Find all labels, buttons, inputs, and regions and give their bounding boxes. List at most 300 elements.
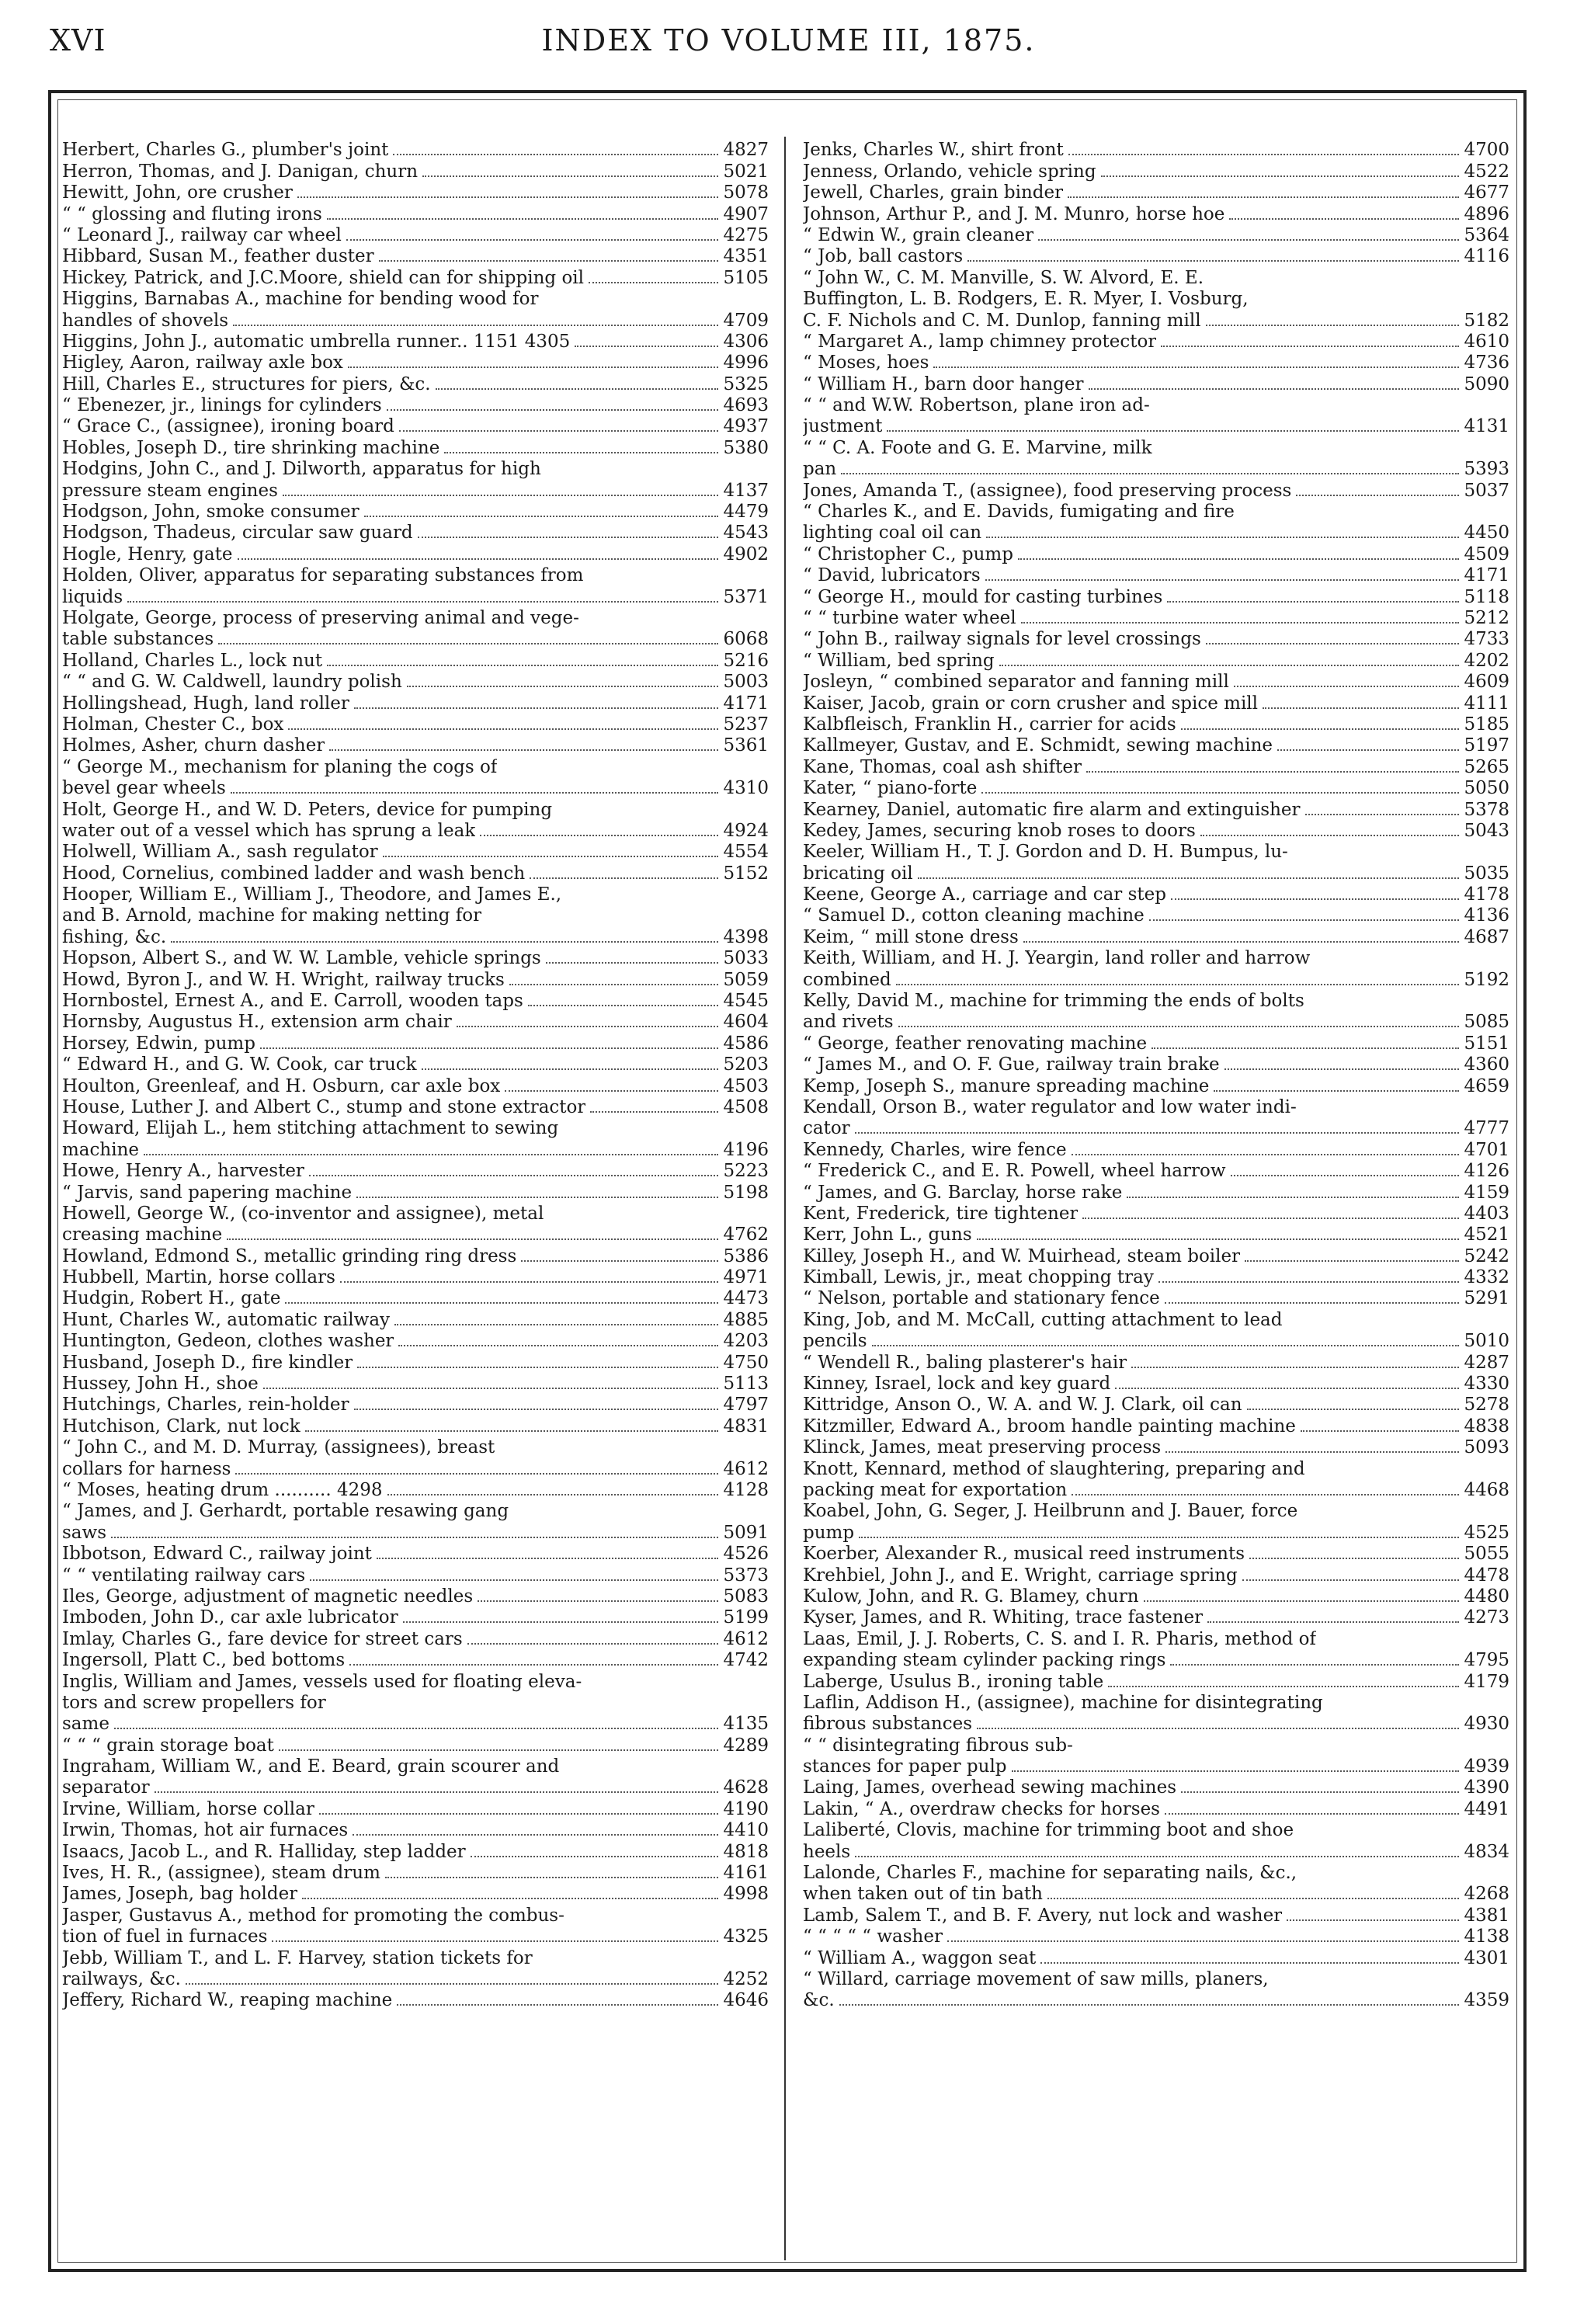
leader-dots: [353, 1833, 718, 1836]
index-entry: [62, 1480, 769, 1501]
leader-dots: [1038, 238, 1459, 241]
index-entry: [62, 991, 769, 1012]
entry-number: 4902: [723, 544, 769, 564]
entry-number: 4609: [1464, 672, 1509, 693]
entry-text: Johnson, Arthur P., and J. M. Munro, horse hoe: [803, 203, 1225, 224]
entry-text: “ Margaret A., lamp chimney protector: [803, 331, 1157, 352]
entry-text: &c.: [803, 1990, 835, 2011]
entry-number: 5090: [1464, 373, 1509, 394]
index-entry: [803, 1225, 1509, 1245]
entry-number: 4522: [1464, 161, 1509, 182]
entry-text: Holden, Oliver, apparatus for separating substances from: [62, 565, 584, 586]
index-entry: [62, 1565, 769, 1586]
entry-number: 4797: [723, 1395, 769, 1416]
entry-number: 5050: [1464, 778, 1509, 799]
entry-number: 5380: [723, 437, 769, 458]
index-entry: [803, 1756, 1509, 1777]
leader-dots: [260, 1047, 719, 1049]
entry-text: “ Samuel D., cotton cleaning machine: [803, 905, 1145, 926]
entry-number: 5216: [723, 650, 769, 671]
leader-dots: [349, 1663, 718, 1666]
entry-text: “ “ “ “ “ washer: [803, 1926, 943, 1947]
entry-number: 4831: [723, 1416, 769, 1436]
index-entry: [62, 1628, 769, 1649]
entry-number: 4287: [1464, 1352, 1509, 1373]
leader-dots: [309, 1174, 719, 1176]
leader-dots: [235, 1472, 718, 1475]
entry-number: 5113: [723, 1374, 769, 1395]
entry-text: Jewell, Charles, grain binder: [803, 182, 1064, 203]
entry-text: Hutchison, Clark, nut lock: [62, 1416, 300, 1436]
entry-text: Laberge, Usulus B., ironing table: [803, 1671, 1104, 1692]
leader-dots: [155, 1791, 719, 1793]
entry-number: 4190: [723, 1798, 769, 1819]
index-entry: [803, 842, 1509, 863]
leader-dots: [981, 791, 1459, 794]
leader-dots: [1047, 1897, 1459, 1899]
entry-number: 4131: [1464, 416, 1509, 437]
index-entry: [62, 799, 769, 820]
leader-dots: [377, 1557, 719, 1559]
leader-dots: [394, 1323, 718, 1325]
index-entry: [62, 1501, 769, 1522]
entry-text: cator: [803, 1118, 850, 1139]
entry-text: Ingraham, William W., and E. Beard, grain scourer and: [62, 1756, 560, 1777]
index-entry: [62, 1161, 769, 1182]
leader-dots: [855, 1855, 1459, 1857]
entry-text: Keene, George A., carriage and car step: [803, 884, 1166, 905]
entry-number: 4508: [723, 1096, 769, 1117]
entry-number: 4937: [723, 416, 769, 437]
entry-number: 5091: [723, 1522, 769, 1543]
index-entry: [803, 353, 1509, 373]
entry-text: same: [62, 1714, 109, 1735]
entry-number: 5078: [723, 182, 769, 203]
index-entry: [803, 799, 1509, 820]
index-column-right: [803, 140, 1509, 2011]
entry-number: 5371: [723, 586, 769, 607]
entry-number: 5265: [1464, 756, 1509, 777]
entry-number: 4612: [723, 1628, 769, 1649]
leader-dots: [887, 429, 1459, 432]
entry-text: justment: [803, 416, 883, 437]
index-entry: [803, 1161, 1509, 1182]
leader-dots: [1127, 1196, 1459, 1198]
entry-text: “ David, lubricators: [803, 565, 981, 586]
index-entry: [803, 1714, 1509, 1735]
index-entry: [803, 1054, 1509, 1075]
leader-dots: [329, 749, 718, 751]
entry-text: Laing, James, overhead sewing machines: [803, 1777, 1177, 1798]
index-entry: [803, 523, 1509, 544]
entry-text: Hogle, Henry, gate: [62, 544, 233, 564]
entry-text: Klinck, James, meat preserving process: [803, 1437, 1162, 1458]
index-entry: [803, 1777, 1509, 1798]
leader-dots: [1200, 834, 1460, 836]
entry-text: “ George M., mechanism for planing the cogs of: [62, 756, 498, 777]
index-entry: [803, 1628, 1509, 1649]
entry-number: 4659: [1464, 1075, 1509, 1096]
page-number: XVI: [50, 23, 106, 57]
entry-number: 4628: [723, 1777, 769, 1798]
index-entry: [803, 416, 1509, 437]
leader-dots: [1277, 749, 1459, 751]
entry-number: 4403: [1464, 1203, 1509, 1224]
entry-text: Jebb, William T., and L. F. Harvey, station tickets for: [62, 1947, 533, 1968]
index-entry: [803, 735, 1509, 756]
index-entry: [62, 1182, 769, 1203]
entry-number: 5378: [1464, 799, 1509, 820]
index-entry: [62, 1841, 769, 1862]
index-entry: [62, 1288, 769, 1309]
leader-dots: [1068, 196, 1459, 198]
leader-dots: [1234, 685, 1460, 687]
entry-number: 4450: [1464, 523, 1509, 544]
entry-text: Jenks, Charles W., shirt front: [803, 140, 1064, 161]
leader-dots: [1165, 1301, 1460, 1304]
entry-text: Hunt, Charles W., automatic railway: [62, 1309, 391, 1330]
index-entry: [803, 608, 1509, 629]
entry-number: 5093: [1464, 1437, 1509, 1458]
entry-text: Hewitt, John, ore crusher: [62, 182, 293, 203]
index-entry: [803, 1884, 1509, 1905]
entry-text: Hobles, Joseph D., tire shrinking machine: [62, 437, 440, 458]
leader-dots: [354, 707, 719, 709]
index-entry: [62, 1075, 769, 1096]
index-entry: [62, 416, 769, 437]
index-entry: [803, 1267, 1509, 1288]
index-entry: [62, 969, 769, 990]
index-entry: [62, 821, 769, 842]
entry-number: 5197: [1464, 735, 1509, 756]
leader-dots: [114, 1727, 719, 1729]
index-entry: [803, 586, 1509, 607]
entry-number: 4275: [723, 224, 769, 245]
entry-number: 6068: [723, 629, 769, 650]
index-entry: [803, 863, 1509, 884]
index-entry: [62, 1458, 769, 1479]
index-entry: [803, 1607, 1509, 1628]
index-entry: [803, 1139, 1509, 1160]
entry-number: 4687: [1464, 926, 1509, 947]
leader-dots: [436, 387, 719, 390]
entry-number: 4924: [723, 820, 769, 841]
entry-number: 4381: [1464, 1905, 1509, 1926]
entry-number: 5033: [723, 948, 769, 969]
entry-text: pressure steam engines: [62, 480, 278, 501]
leader-dots: [1086, 770, 1459, 773]
entry-text: Ingersoll, Platt C., bed bottoms: [62, 1650, 346, 1671]
entry-text: “ Grace C., (assignee), ironing board: [62, 416, 394, 437]
entry-text: “ “ and G. W. Caldwell, laundry polish: [62, 672, 402, 693]
entry-text: Howard, Elijah L., hem stitching attachment to sewing: [62, 1118, 559, 1139]
entry-number: 5223: [723, 1161, 769, 1182]
entry-number: 4390: [1464, 1777, 1509, 1798]
index-entry: [803, 502, 1509, 523]
leader-dots: [839, 2003, 1460, 2006]
index-entry: [62, 1416, 769, 1436]
leader-dots: [1287, 1919, 1459, 1921]
entry-number: 4610: [1464, 331, 1509, 352]
entry-number: 4543: [723, 523, 769, 544]
leader-dots: [546, 961, 719, 964]
entry-number: 4998: [723, 1884, 769, 1905]
entry-number: 4838: [1464, 1416, 1509, 1436]
entry-text: Irvine, William, horse collar: [62, 1798, 314, 1819]
index-entry: [62, 1544, 769, 1565]
entry-text: Irwin, Thomas, hot air furnaces: [62, 1820, 349, 1841]
entry-number: 4750: [723, 1352, 769, 1373]
index-entry: [62, 289, 769, 310]
entry-text: Hollingshead, Hugh, land roller: [62, 693, 349, 714]
entry-text: Kittridge, Anson O., W. A. and W. J. Clark, oil can: [803, 1395, 1242, 1416]
entry-text: Keith, William, and H. J. Yeargin, land roller and harrow: [803, 948, 1311, 969]
entry-text: Jeffery, Richard W., reaping machine: [62, 1990, 393, 2011]
entry-number: 5021: [723, 161, 769, 182]
entry-number: 5083: [723, 1586, 769, 1607]
leader-dots: [855, 1131, 1460, 1134]
entry-number: 5373: [723, 1565, 769, 1586]
entry-number: 4268: [1464, 1884, 1509, 1905]
entry-number: 4521: [1464, 1225, 1509, 1245]
entry-number: 5010: [1464, 1331, 1509, 1352]
leader-dots: [327, 217, 719, 220]
index-entry: [803, 1288, 1509, 1309]
leader-dots: [305, 1429, 719, 1432]
entry-text: Jones, Amanda T., (assignee), food preserving process: [803, 480, 1292, 501]
entry-text: Holgate, George, process of preserving animal and vege-: [62, 607, 579, 628]
entry-text: Josleyn, “ combined separator and fanning mill: [803, 672, 1229, 693]
leader-dots: [1072, 1153, 1460, 1155]
entry-number: 4159: [1464, 1182, 1509, 1203]
entry-number: 4301: [1464, 1947, 1509, 1968]
index-entry: [803, 332, 1509, 353]
leader-dots: [859, 1536, 1459, 1538]
leader-dots: [272, 1940, 718, 1942]
index-entry: [803, 1841, 1509, 1862]
leader-dots: [478, 1600, 718, 1602]
leader-dots: [1207, 1621, 1459, 1623]
index-entry: [803, 437, 1509, 458]
index-entry: [803, 1522, 1509, 1543]
index-entry: [803, 778, 1509, 799]
leader-dots: [297, 196, 719, 198]
entry-text: “ Jarvis, sand papering machine: [62, 1182, 353, 1203]
entry-number: 4612: [723, 1458, 769, 1479]
entry-number: 4306: [723, 331, 769, 352]
entry-number: 5325: [723, 373, 769, 394]
entry-text: Horsey, Edwin, pump: [62, 1033, 255, 1054]
entry-text: King, Job, and M. McCall, cutting attachment to lead: [803, 1309, 1283, 1330]
entry-number: 4996: [723, 353, 769, 373]
index-entry: [62, 1309, 769, 1330]
leader-dots: [457, 1025, 719, 1027]
entry-number: 4709: [723, 310, 769, 331]
entry-number: 5192: [1464, 969, 1509, 990]
entry-number: 4171: [1464, 565, 1509, 586]
index-entry: [62, 1820, 769, 1841]
entry-text: separator: [62, 1777, 150, 1798]
entry-number: 4196: [723, 1139, 769, 1160]
entry-text: Holman, Chester C., box: [62, 714, 284, 735]
entry-text: tors and screw propellers for: [62, 1692, 326, 1713]
leader-dots: [186, 1982, 719, 1985]
index-entry: [803, 225, 1509, 246]
entry-text: Kerr, John L., guns: [803, 1225, 972, 1245]
entry-text: “ “ turbine water wheel: [803, 607, 1016, 628]
leader-dots: [403, 1621, 719, 1623]
index-entry: [62, 905, 769, 926]
entry-number: 4896: [1464, 203, 1509, 224]
index-entry: [62, 1331, 769, 1352]
entry-text: “ “ and W.W. Robertson, plane iron ad-: [803, 395, 1150, 416]
entry-text: Holt, George H., and W. D. Peters, device for pumping: [62, 799, 553, 820]
index-entry: [62, 926, 769, 947]
entry-text: “ Charles K., and E. Davids, fumigating and fire: [803, 502, 1235, 523]
leader-dots: [1068, 153, 1460, 155]
entry-text: water out of a vessel which has sprung a leak: [62, 820, 476, 841]
leader-dots: [319, 1812, 719, 1815]
index-entry: [803, 1565, 1509, 1586]
index-entry: [62, 1693, 769, 1714]
index-entry: [62, 608, 769, 629]
entry-number: 4171: [723, 693, 769, 714]
index-entry: [803, 629, 1509, 650]
entry-text: liquids: [62, 586, 123, 607]
entry-number: 4116: [1464, 246, 1509, 267]
entry-text: stances for paper pulp: [803, 1756, 1007, 1777]
entry-text: Koabel, John, G. Seger, J. Heilbrunn and J. Bauer, force: [803, 1501, 1298, 1522]
entry-text: Husband, Joseph D., fire kindler: [62, 1352, 353, 1373]
entry-text: Herron, Thomas, and J. Danigan, churn: [62, 161, 419, 182]
leader-dots: [1301, 1429, 1460, 1432]
entry-number: 5291: [1464, 1288, 1509, 1309]
entry-number: 4554: [723, 842, 769, 863]
leader-dots: [1040, 1961, 1459, 1964]
entry-text: creasing machine: [62, 1225, 223, 1245]
entry-text: Kulow, John, and R. G. Blamey, churn: [803, 1586, 1139, 1607]
leader-dots: [590, 1110, 718, 1113]
entry-text: Kent, Frederick, tire tightener: [803, 1203, 1079, 1224]
index-entry: [803, 1118, 1509, 1139]
index-entry: [62, 1863, 769, 1884]
entry-number: 4733: [1464, 629, 1509, 650]
entry-text: and B. Arnold, machine for making netting for: [62, 905, 482, 926]
index-entry: [803, 693, 1509, 714]
entry-text: “ John W., C. M. Manville, S. W. Alvord, E. E.: [803, 267, 1204, 288]
entry-text: “ Ebenezer, jr., linings for cylinders: [62, 395, 382, 416]
leader-dots: [1214, 1089, 1459, 1092]
index-entry: [803, 161, 1509, 182]
index-entry: [62, 650, 769, 671]
entry-text: machine: [62, 1139, 139, 1160]
leader-dots: [1149, 919, 1460, 921]
entry-number: 5151: [1464, 1033, 1509, 1054]
leader-dots: [1072, 1493, 1459, 1495]
leader-dots: [471, 1855, 719, 1857]
entry-text: “ George H., mould for casting turbines: [803, 586, 1163, 607]
index-entry: [803, 1671, 1509, 1692]
entry-text: Hodgson, Thadeus, circular saw guard: [62, 523, 413, 544]
entry-text: House, Luther J. and Albert C., stump and stone extractor: [62, 1096, 586, 1117]
entry-text: “ Willard, carriage movement of saw mills, planers,: [803, 1968, 1269, 1989]
leader-dots: [1247, 1408, 1460, 1410]
entry-text: Hutchings, Charles, rein-holder: [62, 1395, 349, 1416]
index-entry: [62, 1926, 769, 1947]
entry-text: “ James M., and O. F. Gue, railway train brake: [803, 1054, 1220, 1075]
index-entry: [803, 926, 1509, 947]
entry-number: 4473: [723, 1288, 769, 1309]
entry-text: Hodgson, John, smoke consumer: [62, 502, 360, 523]
index-entry: [62, 1714, 769, 1735]
entry-text: bricating oil: [803, 863, 913, 884]
index-entry: [803, 1905, 1509, 1926]
index-entry: [803, 1820, 1509, 1841]
index-entry: [62, 948, 769, 969]
leader-dots: [279, 1749, 719, 1751]
leader-dots: [872, 1344, 1460, 1346]
entry-number: 4202: [1464, 650, 1509, 671]
entry-text: pencils: [803, 1331, 867, 1352]
entry-number: 4491: [1464, 1798, 1509, 1819]
entry-number: 4398: [723, 926, 769, 947]
entry-text: Ives, H. R., (assignee), steam drum: [62, 1863, 380, 1884]
index-entry: [62, 1267, 769, 1288]
index-entry: [62, 778, 769, 799]
index-entry: [62, 1990, 769, 2011]
index-entry: [62, 756, 769, 777]
leader-dots: [986, 536, 1459, 538]
leader-dots: [505, 1089, 718, 1092]
leader-dots: [111, 1536, 718, 1538]
leader-dots: [357, 1366, 718, 1368]
leader-dots: [977, 1727, 1459, 1729]
leader-dots: [422, 175, 718, 177]
entry-text: collars for harness: [62, 1458, 231, 1479]
index-entry: [62, 1097, 769, 1118]
entry-text: Jasper, Gustavus A., method for promoting the combus-: [62, 1905, 564, 1926]
index-entry: [803, 182, 1509, 203]
page-title: INDEX TO VOLUME III, 1875.: [541, 23, 1036, 57]
leader-dots: [985, 578, 1460, 581]
leader-dots: [1161, 345, 1459, 347]
leader-dots: [348, 366, 719, 368]
leader-dots: [509, 983, 719, 985]
index-entry: [803, 1480, 1509, 1501]
entry-text: Higgins, Barnabas A., machine for bending wood for: [62, 289, 539, 310]
index-entry: [62, 1225, 769, 1245]
index-entry: [803, 1352, 1509, 1373]
leader-dots: [918, 877, 1460, 879]
index-entry: [62, 1522, 769, 1543]
index-entry: [803, 1650, 1509, 1671]
index-entry: [62, 480, 769, 501]
entry-number: 4410: [723, 1820, 769, 1841]
entry-text: Kalbfleisch, Franklin H., carrier for acids: [803, 714, 1176, 735]
index-entry: [803, 289, 1509, 310]
index-entry: [62, 1012, 769, 1033]
entry-text: Kitzmiller, Edward A., broom handle painting machine: [803, 1416, 1296, 1436]
entry-text: Keeler, William H., T. J. Gordon and D. H. Bumpus, lu-: [803, 842, 1288, 863]
entry-text: Buffington, L. B. Rodgers, E. R. Myer, I. Vosburg,: [803, 289, 1249, 310]
leader-dots: [1229, 217, 1459, 220]
entry-text: pump: [803, 1522, 855, 1543]
entry-text: Holwell, William A., sash regulator: [62, 842, 378, 863]
leader-dots: [354, 1408, 719, 1410]
entry-number: 4700: [1464, 140, 1509, 161]
leader-dots: [227, 1238, 718, 1240]
leader-dots: [1170, 1663, 1459, 1666]
